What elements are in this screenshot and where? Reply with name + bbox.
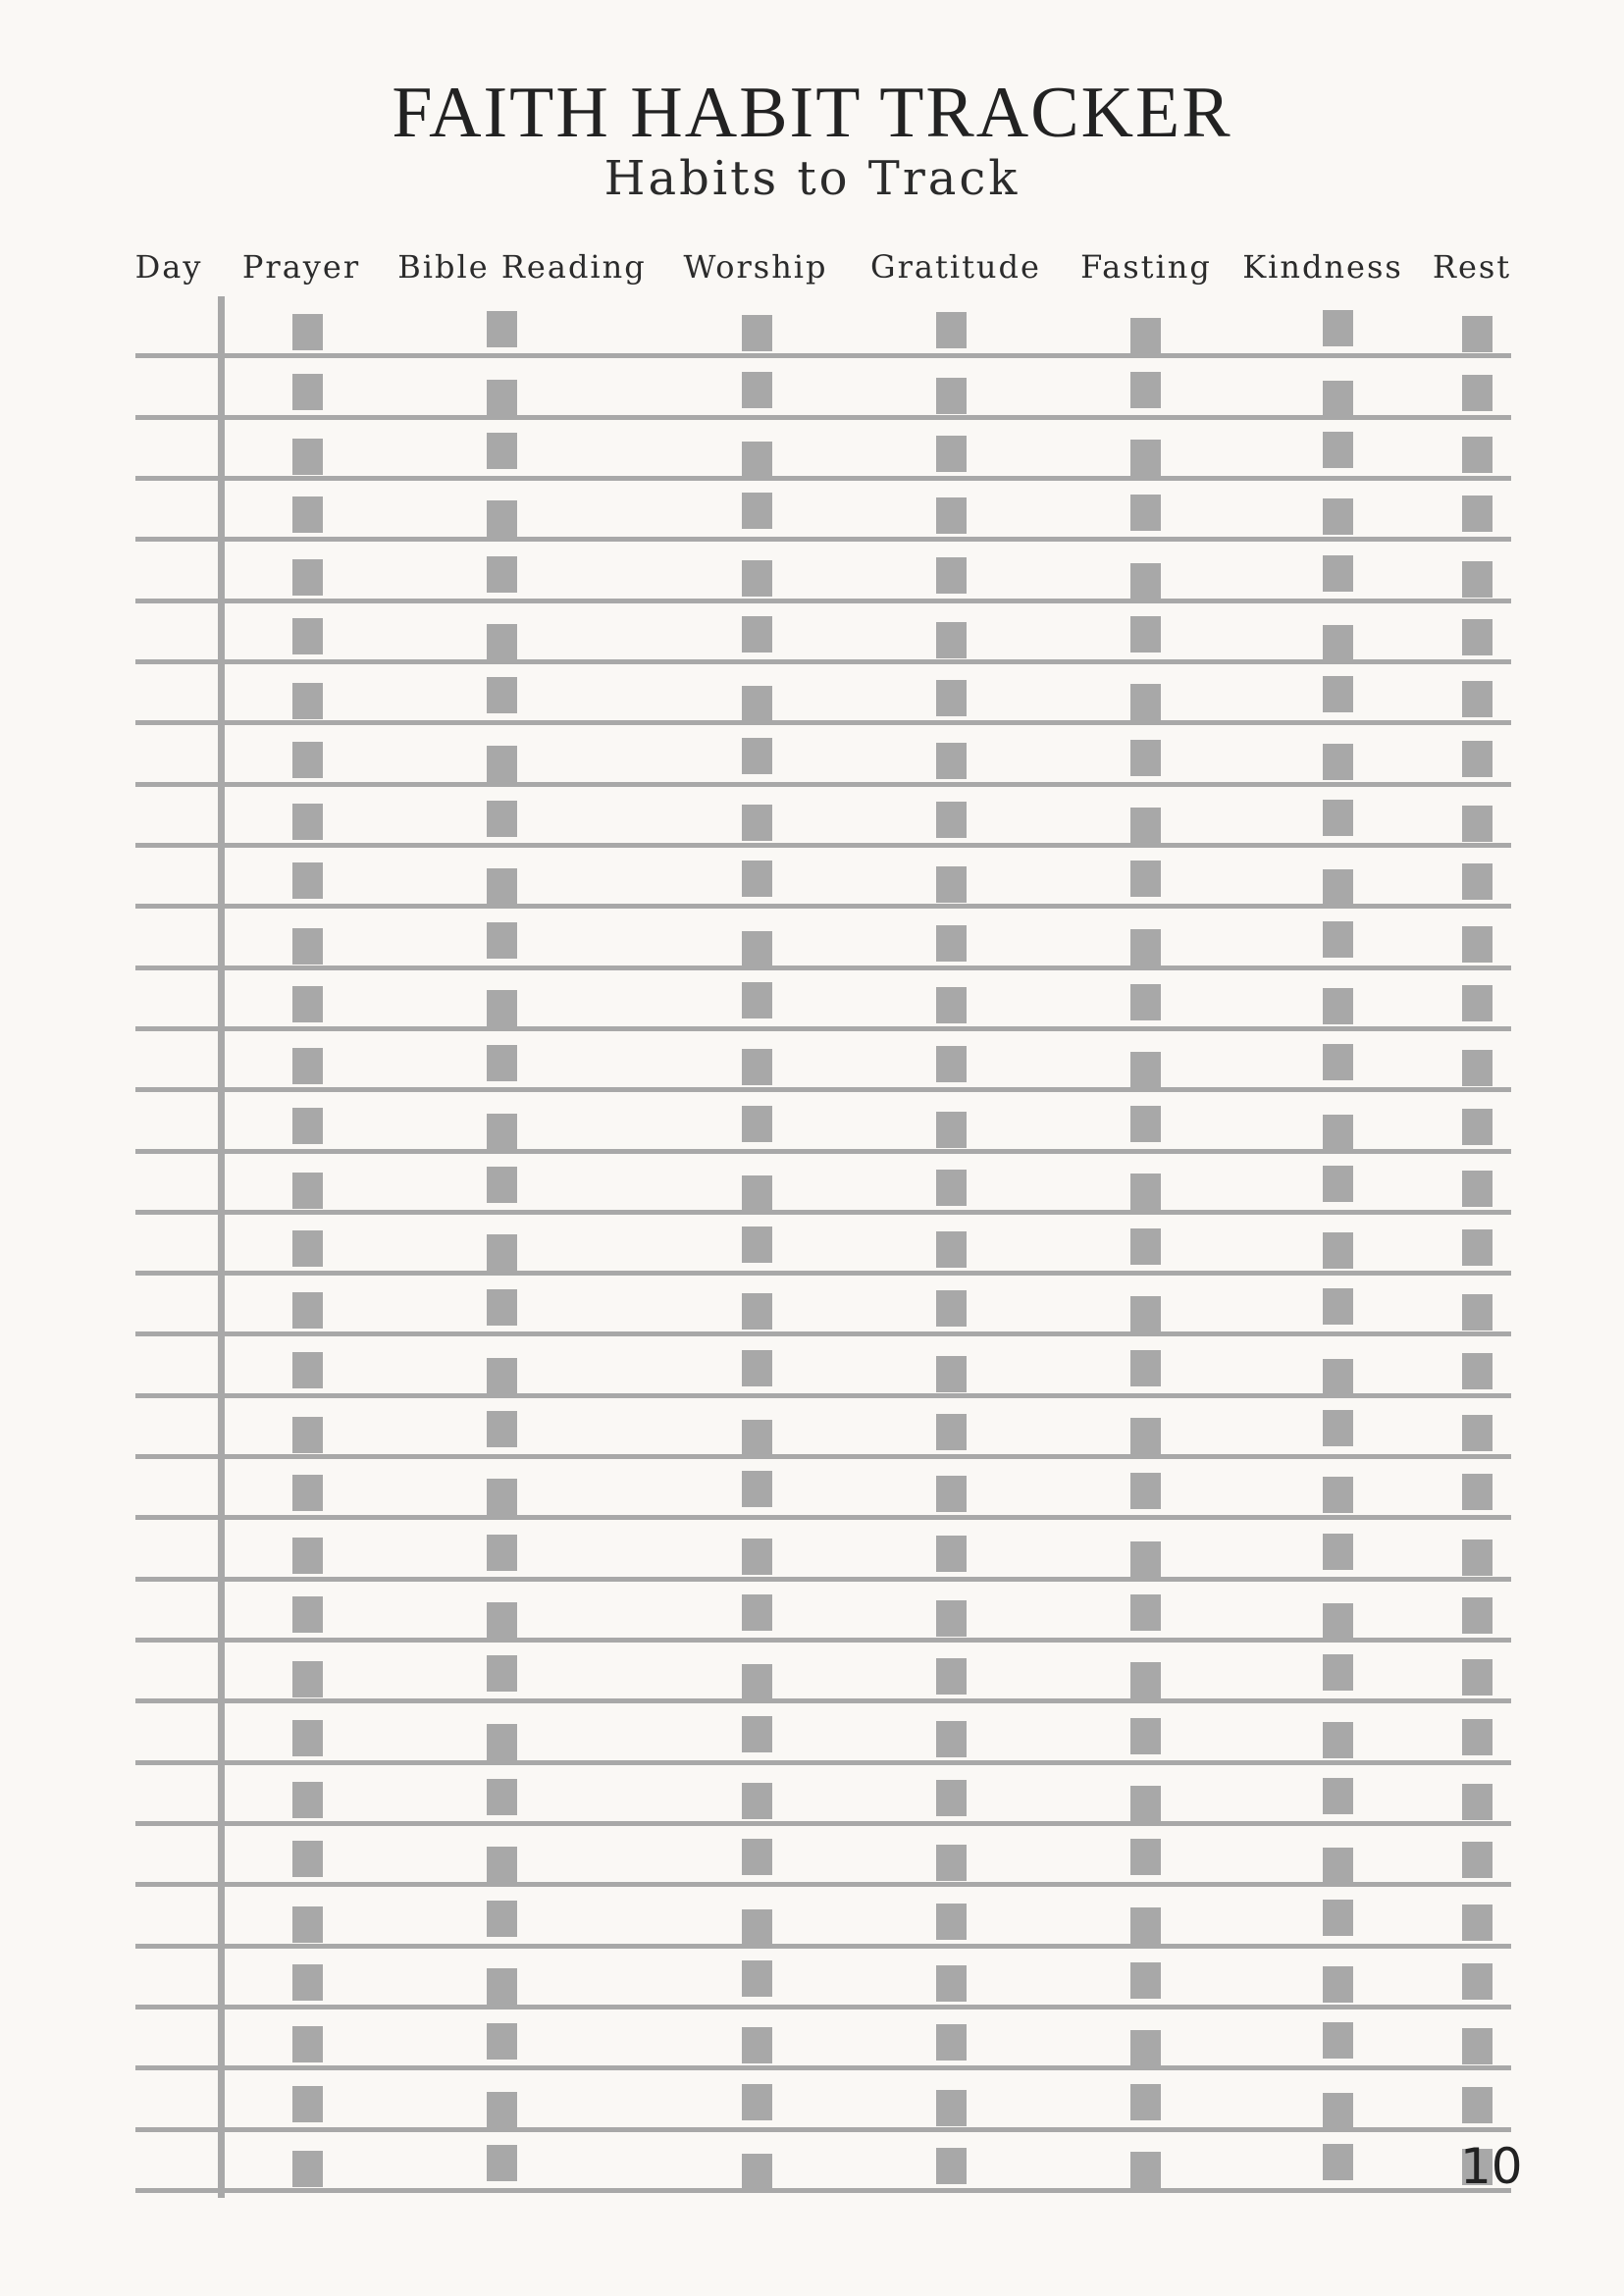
checkbox-gratitude-row-31[interactable] [936, 2148, 967, 2184]
column-header-worship: Worship [683, 248, 828, 286]
checkbox-prayer-row-14[interactable] [292, 1108, 323, 1144]
checkbox-rest-row-28[interactable] [1462, 1963, 1493, 2000]
checkbox-worship-row-30[interactable] [742, 2084, 772, 2120]
checkbox-rest-row-3[interactable] [1462, 437, 1493, 473]
checkbox-kindness-row-20[interactable] [1323, 1477, 1353, 1513]
row-line-13 [135, 1087, 1511, 1092]
checkbox-fasting-row-10[interactable] [1130, 861, 1161, 897]
checkbox-gratitude-row-26[interactable] [936, 1845, 967, 1881]
checkbox-kindness-row-27[interactable] [1323, 1900, 1353, 1936]
checkbox-kindness-row-28[interactable] [1323, 1966, 1353, 2003]
checkbox-bible-reading-row-11[interactable] [487, 922, 517, 959]
checkbox-prayer-row-28[interactable] [292, 1964, 323, 2001]
row-line-6 [135, 659, 1511, 664]
checkbox-fasting-row-26[interactable] [1130, 1839, 1161, 1875]
checkbox-fasting-row-8[interactable] [1130, 740, 1161, 776]
checkbox-gratitude-row-27[interactable] [936, 1904, 967, 1940]
checkbox-fasting-row-25[interactable] [1130, 1786, 1161, 1822]
checkbox-prayer-row-15[interactable] [292, 1173, 323, 1209]
checkbox-rest-row-27[interactable] [1462, 1905, 1493, 1941]
checkbox-bible-reading-row-24[interactable] [487, 1724, 517, 1760]
checkbox-kindness-row-6[interactable] [1323, 625, 1353, 661]
checkbox-gratitude-row-5[interactable] [936, 557, 967, 594]
checkbox-rest-row-25[interactable] [1462, 1784, 1493, 1820]
checkbox-kindness-row-31[interactable] [1323, 2144, 1353, 2180]
checkbox-prayer-row-24[interactable] [292, 1720, 323, 1756]
checkbox-rest-row-21[interactable] [1462, 1539, 1493, 1576]
checkbox-bible-reading-row-4[interactable] [487, 500, 517, 537]
checkbox-worship-row-22[interactable] [742, 1594, 772, 1631]
checkbox-worship-row-29[interactable] [742, 2027, 772, 2063]
checkbox-gratitude-row-11[interactable] [936, 925, 967, 962]
checkbox-gratitude-row-14[interactable] [936, 1112, 967, 1148]
row-line-30 [135, 2127, 1511, 2132]
checkbox-gratitude-row-22[interactable] [936, 1600, 967, 1637]
checkbox-worship-row-21[interactable] [742, 1539, 772, 1575]
checkbox-worship-row-4[interactable] [742, 493, 772, 529]
row-line-26 [135, 1882, 1511, 1887]
checkbox-gratitude-row-3[interactable] [936, 436, 967, 472]
checkbox-gratitude-row-23[interactable] [936, 1658, 967, 1695]
checkbox-kindness-row-21[interactable] [1323, 1534, 1353, 1570]
checkbox-prayer-row-5[interactable] [292, 559, 323, 596]
checkbox-prayer-row-6[interactable] [292, 618, 323, 654]
checkbox-gratitude-row-10[interactable] [936, 866, 967, 903]
checkbox-kindness-row-11[interactable] [1323, 921, 1353, 958]
checkbox-prayer-row-3[interactable] [292, 439, 323, 475]
checkbox-bible-reading-row-28[interactable] [487, 1968, 517, 2005]
checkbox-prayer-row-4[interactable] [292, 496, 323, 533]
checkbox-worship-row-31[interactable] [742, 2154, 772, 2190]
checkbox-fasting-row-4[interactable] [1130, 495, 1161, 531]
checkbox-worship-row-10[interactable] [742, 861, 772, 897]
checkbox-bible-reading-row-14[interactable] [487, 1114, 517, 1150]
checkbox-kindness-row-17[interactable] [1323, 1288, 1353, 1325]
checkbox-gratitude-row-20[interactable] [936, 1476, 967, 1512]
row-line-3 [135, 476, 1511, 481]
checkbox-worship-row-6[interactable] [742, 616, 772, 652]
column-header-fasting: Fasting [1080, 248, 1212, 286]
checkbox-rest-row-22[interactable] [1462, 1597, 1493, 1634]
checkbox-rest-row-29[interactable] [1462, 2028, 1493, 2064]
checkbox-rest-row-1[interactable] [1462, 316, 1493, 352]
checkbox-gratitude-row-17[interactable] [936, 1290, 967, 1327]
row-line-31 [135, 2188, 1511, 2193]
checkbox-bible-reading-row-7[interactable] [487, 677, 517, 713]
checkbox-prayer-row-16[interactable] [292, 1230, 323, 1267]
checkbox-bible-reading-row-27[interactable] [487, 1901, 517, 1937]
checkbox-kindness-row-3[interactable] [1323, 432, 1353, 468]
checkbox-rest-row-4[interactable] [1462, 496, 1493, 532]
checkbox-prayer-row-29[interactable] [292, 2026, 323, 2062]
row-line-19 [135, 1454, 1511, 1459]
checkbox-fasting-row-14[interactable] [1130, 1106, 1161, 1142]
checkbox-prayer-row-18[interactable] [292, 1352, 323, 1388]
row-line-15 [135, 1210, 1511, 1215]
checkbox-rest-row-18[interactable] [1462, 1353, 1493, 1389]
checkbox-bible-reading-row-13[interactable] [487, 1045, 517, 1081]
column-header-prayer: Prayer [241, 248, 361, 286]
row-line-20 [135, 1515, 1511, 1520]
checkbox-rest-row-17[interactable] [1462, 1294, 1493, 1331]
row-line-27 [135, 1944, 1511, 1949]
checkbox-worship-row-7[interactable] [742, 686, 772, 722]
checkbox-prayer-row-2[interactable] [292, 374, 323, 410]
checkbox-worship-row-23[interactable] [742, 1664, 772, 1700]
checkbox-fasting-row-21[interactable] [1130, 1541, 1161, 1578]
checkbox-rest-row-30[interactable] [1462, 2087, 1493, 2123]
checkbox-bible-reading-row-15[interactable] [487, 1167, 517, 1203]
checkbox-gratitude-row-4[interactable] [936, 497, 967, 534]
checkbox-worship-row-12[interactable] [742, 982, 772, 1018]
checkbox-prayer-row-27[interactable] [292, 1906, 323, 1943]
checkbox-prayer-row-10[interactable] [292, 862, 323, 899]
checkbox-gratitude-row-6[interactable] [936, 622, 967, 658]
checkbox-fasting-row-12[interactable] [1130, 984, 1161, 1020]
checkbox-gratitude-row-25[interactable] [936, 1780, 967, 1816]
day-column-divider [218, 296, 225, 2198]
checkbox-worship-row-24[interactable] [742, 1716, 772, 1752]
checkbox-bible-reading-row-18[interactable] [487, 1358, 517, 1394]
row-line-8 [135, 782, 1511, 787]
row-line-1 [135, 353, 1511, 358]
row-line-16 [135, 1271, 1511, 1276]
checkbox-worship-row-16[interactable] [742, 1226, 772, 1263]
checkbox-kindness-row-2[interactable] [1323, 381, 1353, 417]
checkbox-worship-row-13[interactable] [742, 1049, 772, 1085]
checkbox-kindness-row-25[interactable] [1323, 1778, 1353, 1814]
checkbox-gratitude-row-19[interactable] [936, 1414, 967, 1450]
checkbox-prayer-row-21[interactable] [292, 1538, 323, 1574]
checkbox-worship-row-25[interactable] [742, 1783, 772, 1819]
column-header-bible-reading: Bible Reading [397, 248, 647, 286]
row-line-29 [135, 2065, 1511, 2070]
checkbox-rest-row-15[interactable] [1462, 1171, 1493, 1207]
checkbox-kindness-row-23[interactable] [1323, 1654, 1353, 1691]
row-line-23 [135, 1698, 1511, 1703]
checkbox-fasting-row-19[interactable] [1130, 1418, 1161, 1454]
checkbox-gratitude-row-9[interactable] [936, 802, 967, 838]
checkbox-prayer-row-11[interactable] [292, 928, 323, 965]
checkbox-gratitude-row-28[interactable] [936, 1965, 967, 2002]
checkbox-prayer-row-30[interactable] [292, 2086, 323, 2122]
checkbox-fasting-row-27[interactable] [1130, 1907, 1161, 1944]
checkbox-rest-row-14[interactable] [1462, 1109, 1493, 1145]
checkbox-prayer-row-26[interactable] [292, 1841, 323, 1877]
checkbox-rest-row-10[interactable] [1462, 863, 1493, 900]
checkbox-fasting-row-31[interactable] [1130, 2152, 1161, 2188]
checkbox-worship-row-18[interactable] [742, 1350, 772, 1386]
checkbox-prayer-row-17[interactable] [292, 1292, 323, 1329]
checkbox-worship-row-9[interactable] [742, 805, 772, 841]
checkbox-gratitude-row-29[interactable] [936, 2024, 967, 2061]
checkbox-fasting-row-17[interactable] [1130, 1296, 1161, 1332]
checkbox-fasting-row-6[interactable] [1130, 616, 1161, 652]
checkbox-gratitude-row-2[interactable] [936, 378, 967, 414]
checkbox-fasting-row-15[interactable] [1130, 1174, 1161, 1210]
checkbox-bible-reading-row-16[interactable] [487, 1234, 517, 1271]
checkbox-prayer-row-13[interactable] [292, 1048, 323, 1084]
checkbox-worship-row-1[interactable] [742, 315, 772, 351]
checkbox-worship-row-28[interactable] [742, 1960, 772, 1997]
checkbox-rest-row-26[interactable] [1462, 1842, 1493, 1878]
checkbox-rest-row-12[interactable] [1462, 985, 1493, 1021]
column-header-gratitude: Gratitude [870, 248, 1041, 286]
checkbox-bible-reading-row-17[interactable] [487, 1289, 517, 1326]
checkbox-rest-row-24[interactable] [1462, 1719, 1493, 1755]
row-line-4 [135, 537, 1511, 542]
checkbox-rest-row-9[interactable] [1462, 806, 1493, 842]
row-line-9 [135, 843, 1511, 848]
checkbox-fasting-row-7[interactable] [1130, 684, 1161, 720]
checkbox-prayer-row-7[interactable] [292, 683, 323, 719]
checkbox-worship-row-14[interactable] [742, 1106, 772, 1142]
row-line-18 [135, 1393, 1511, 1398]
column-header-rest: Rest [1432, 248, 1512, 286]
checkbox-fasting-row-9[interactable] [1130, 808, 1161, 844]
checkbox-gratitude-row-7[interactable] [936, 680, 967, 716]
checkbox-kindness-row-26[interactable] [1323, 1848, 1353, 1884]
checkbox-bible-reading-row-2[interactable] [487, 380, 517, 416]
checkbox-fasting-row-3[interactable] [1130, 440, 1161, 476]
checkbox-gratitude-row-8[interactable] [936, 743, 967, 779]
checkbox-prayer-row-25[interactable] [292, 1782, 323, 1818]
checkbox-gratitude-row-15[interactable] [936, 1170, 967, 1206]
column-header-day: Day [134, 248, 203, 286]
checkbox-bible-reading-row-21[interactable] [487, 1535, 517, 1571]
checkbox-prayer-row-1[interactable] [292, 314, 323, 350]
checkbox-kindness-row-12[interactable] [1323, 988, 1353, 1024]
row-line-2 [135, 415, 1511, 420]
checkbox-rest-row-7[interactable] [1462, 681, 1493, 717]
checkbox-bible-reading-row-12[interactable] [487, 990, 517, 1026]
row-line-25 [135, 1821, 1511, 1826]
row-line-21 [135, 1577, 1511, 1582]
column-header-kindness: Kindness [1242, 248, 1403, 286]
checkbox-bible-reading-row-26[interactable] [487, 1847, 517, 1883]
checkbox-kindness-row-30[interactable] [1323, 2093, 1353, 2129]
checkbox-worship-row-19[interactable] [742, 1420, 772, 1456]
checkbox-worship-row-15[interactable] [742, 1175, 772, 1212]
checkbox-worship-row-26[interactable] [742, 1839, 772, 1875]
checkbox-bible-reading-row-20[interactable] [487, 1479, 517, 1515]
checkbox-bible-reading-row-1[interactable] [487, 311, 517, 347]
checkbox-fasting-row-13[interactable] [1130, 1052, 1161, 1088]
checkbox-bible-reading-row-23[interactable] [487, 1655, 517, 1692]
row-line-28 [135, 2005, 1511, 2009]
row-line-24 [135, 1760, 1511, 1765]
checkbox-bible-reading-row-8[interactable] [487, 746, 517, 782]
checkbox-prayer-row-12[interactable] [292, 986, 323, 1022]
checkbox-fasting-row-30[interactable] [1130, 2084, 1161, 2120]
row-line-12 [135, 1026, 1511, 1031]
row-line-14 [135, 1149, 1511, 1154]
checkbox-rest-row-5[interactable] [1462, 561, 1493, 598]
checkbox-gratitude-row-18[interactable] [936, 1356, 967, 1392]
checkbox-rest-row-8[interactable] [1462, 741, 1493, 777]
checkbox-fasting-row-1[interactable] [1130, 318, 1161, 354]
checkbox-kindness-row-18[interactable] [1323, 1359, 1353, 1395]
page-number: 10 [1460, 2138, 1523, 2195]
checkbox-worship-row-20[interactable] [742, 1471, 772, 1507]
checkbox-fasting-row-22[interactable] [1130, 1594, 1161, 1631]
checkbox-bible-reading-row-30[interactable] [487, 2092, 517, 2128]
checkbox-kindness-row-22[interactable] [1323, 1603, 1353, 1640]
checkbox-bible-reading-row-25[interactable] [487, 1779, 517, 1815]
checkbox-rest-row-20[interactable] [1462, 1474, 1493, 1510]
checkbox-rest-row-11[interactable] [1462, 926, 1493, 963]
page-title: FAITH HABIT TRACKER [392, 73, 1232, 153]
checkbox-kindness-row-29[interactable] [1323, 2022, 1353, 2059]
row-line-5 [135, 599, 1511, 603]
checkbox-bible-reading-row-3[interactable] [487, 433, 517, 469]
checkbox-kindness-row-7[interactable] [1323, 676, 1353, 712]
checkbox-fasting-row-5[interactable] [1130, 563, 1161, 600]
checkbox-gratitude-row-16[interactable] [936, 1231, 967, 1268]
checkbox-kindness-row-16[interactable] [1323, 1232, 1353, 1269]
checkbox-prayer-row-20[interactable] [292, 1475, 323, 1511]
checkbox-fasting-row-28[interactable] [1130, 1962, 1161, 1999]
checkbox-kindness-row-19[interactable] [1323, 1410, 1353, 1446]
checkbox-fasting-row-24[interactable] [1130, 1718, 1161, 1754]
checkbox-fasting-row-18[interactable] [1130, 1350, 1161, 1386]
checkbox-worship-row-27[interactable] [742, 1909, 772, 1946]
checkbox-rest-row-19[interactable] [1462, 1415, 1493, 1451]
checkbox-prayer-row-31[interactable] [292, 2151, 323, 2187]
checkbox-kindness-row-24[interactable] [1323, 1722, 1353, 1758]
checkbox-bible-reading-row-29[interactable] [487, 2023, 517, 2060]
row-line-7 [135, 720, 1511, 725]
checkbox-kindness-row-1[interactable] [1323, 310, 1353, 346]
checkbox-kindness-row-5[interactable] [1323, 555, 1353, 592]
checkbox-gratitude-row-1[interactable] [936, 312, 967, 348]
page-subtitle: Habits to Track [603, 151, 1021, 206]
checkbox-kindness-row-13[interactable] [1323, 1044, 1353, 1080]
checkbox-kindness-row-9[interactable] [1323, 800, 1353, 836]
checkbox-worship-row-5[interactable] [742, 560, 772, 597]
checkbox-bible-reading-row-10[interactable] [487, 868, 517, 905]
checkbox-kindness-row-14[interactable] [1323, 1115, 1353, 1151]
checkbox-rest-row-6[interactable] [1462, 619, 1493, 655]
checkbox-bible-reading-row-6[interactable] [487, 624, 517, 660]
checkbox-bible-reading-row-5[interactable] [487, 556, 517, 593]
checkbox-bible-reading-row-9[interactable] [487, 801, 517, 837]
checkbox-kindness-row-15[interactable] [1323, 1166, 1353, 1202]
checkbox-kindness-row-8[interactable] [1323, 744, 1353, 780]
checkbox-rest-row-16[interactable] [1462, 1229, 1493, 1266]
checkbox-rest-row-23[interactable] [1462, 1659, 1493, 1696]
checkbox-rest-row-13[interactable] [1462, 1050, 1493, 1086]
checkbox-worship-row-17[interactable] [742, 1293, 772, 1330]
checkbox-prayer-row-23[interactable] [292, 1661, 323, 1697]
checkbox-worship-row-3[interactable] [742, 442, 772, 478]
checkbox-bible-reading-row-22[interactable] [487, 1602, 517, 1639]
checkbox-fasting-row-29[interactable] [1130, 2030, 1161, 2066]
checkbox-worship-row-2[interactable] [742, 372, 772, 408]
checkbox-fasting-row-23[interactable] [1130, 1662, 1161, 1698]
checkbox-prayer-row-8[interactable] [292, 742, 323, 778]
checkbox-worship-row-11[interactable] [742, 931, 772, 967]
checkbox-rest-row-2[interactable] [1462, 375, 1493, 411]
checkbox-fasting-row-20[interactable] [1130, 1473, 1161, 1509]
checkbox-bible-reading-row-19[interactable] [487, 1411, 517, 1447]
checkbox-kindness-row-10[interactable] [1323, 869, 1353, 906]
checkbox-prayer-row-19[interactable] [292, 1417, 323, 1453]
row-line-22 [135, 1638, 1511, 1643]
checkbox-gratitude-row-30[interactable] [936, 2090, 967, 2126]
checkbox-worship-row-8[interactable] [742, 738, 772, 774]
checkbox-fasting-row-2[interactable] [1130, 372, 1161, 408]
checkbox-kindness-row-4[interactable] [1323, 498, 1353, 535]
checkbox-fasting-row-16[interactable] [1130, 1228, 1161, 1265]
row-line-17 [135, 1331, 1511, 1336]
checkbox-prayer-row-22[interactable] [292, 1596, 323, 1633]
row-line-11 [135, 965, 1511, 970]
checkbox-prayer-row-9[interactable] [292, 804, 323, 840]
checkbox-gratitude-row-12[interactable] [936, 987, 967, 1023]
checkbox-gratitude-row-21[interactable] [936, 1536, 967, 1572]
checkbox-fasting-row-11[interactable] [1130, 929, 1161, 965]
row-line-10 [135, 904, 1511, 909]
checkbox-gratitude-row-13[interactable] [936, 1046, 967, 1082]
checkbox-bible-reading-row-31[interactable] [487, 2145, 517, 2181]
checkbox-gratitude-row-24[interactable] [936, 1721, 967, 1757]
